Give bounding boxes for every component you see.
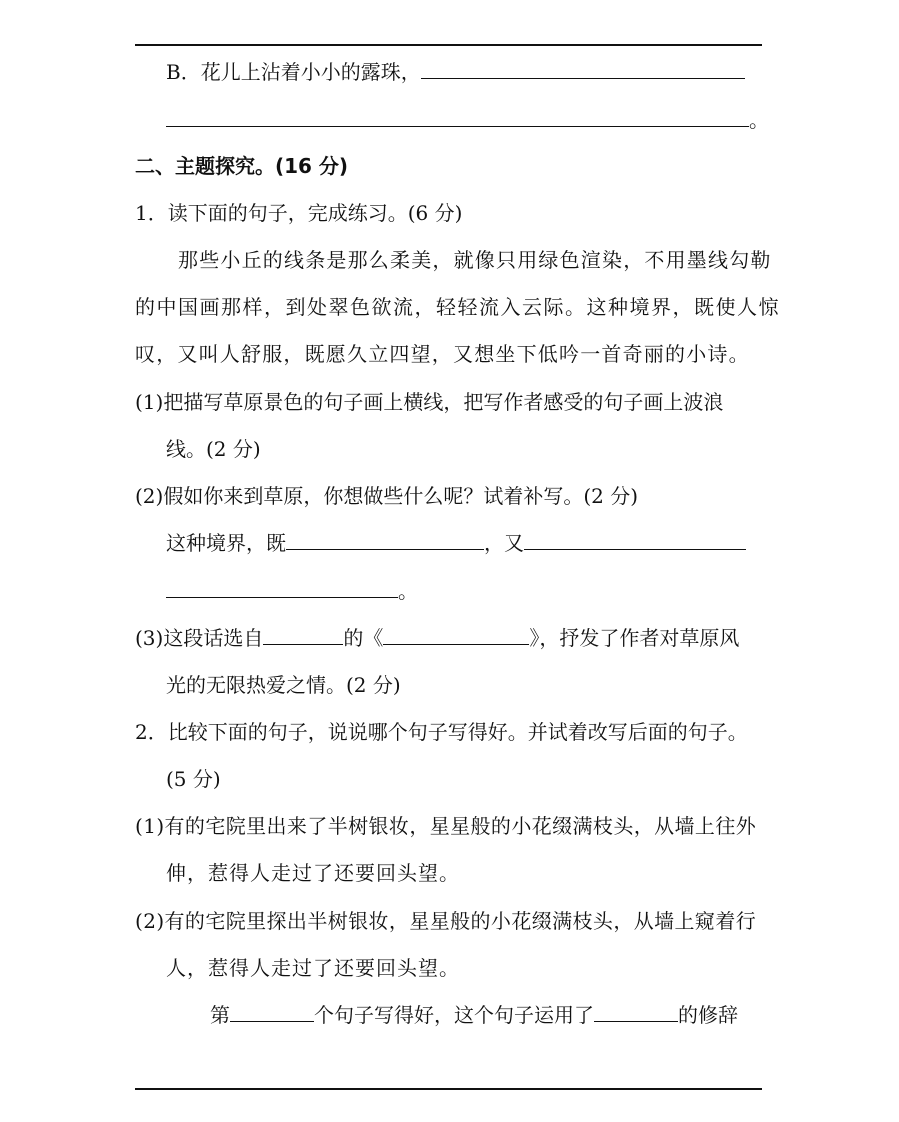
fill-text: ，又 [484,531,524,555]
item-b-line [166,58,745,86]
answer-blank[interactable] [263,624,343,645]
q-text: 》，抒发了作者对草原风 [529,626,740,650]
period: 。 [749,108,769,132]
fill-line-2 [166,577,418,605]
sentence-2-cont: 人，惹得人走过了还要回头望。 [166,956,460,980]
q-text: 的《 [343,626,384,650]
answer-text: 个句子写得好，这个句子运用了 [314,1003,594,1027]
answer-blank[interactable] [166,106,749,127]
bottom-rule [135,1088,762,1090]
answer-blank[interactable] [286,529,484,550]
question-2: 2．比较下面的句子，说说哪个句子写得好。并试着改写后面的句子。 [135,720,748,744]
item-b-text: B．花儿上沾着小小的露珠， [166,60,421,84]
period: 。 [398,579,418,603]
fill-line-1 [166,529,746,557]
question-1-1-cont: 线。(2 分) [166,437,261,461]
question-1: 1．读下面的句子，完成练习。(6 分) [135,201,463,225]
answer-blank[interactable] [230,1001,314,1022]
question-1-2: (2)假如你来到草原，你想做些什么呢？试着补写。(2 分) [135,484,639,508]
answer-blank[interactable] [421,58,745,79]
answer-blank[interactable] [594,1001,678,1022]
passage-line-2: 的中国画那样，到处翠色欲流，轻轻流入云际。这种境界，既使人惊 [135,295,780,319]
answer-text: 第 [210,1003,230,1027]
passage-line-1: 那些小丘的线条是那么柔美，就像只用绿色渲染，不用墨线勾勒 [178,248,772,272]
question-2-points: (5 分) [166,767,221,791]
sentence-2: (2)有的宅院里探出半树银妆，星星般的小花缀满枝头，从墙上窥着行 [135,909,757,933]
q-text: (3)这段话选自 [135,626,264,650]
fill-text: 这种境界，既 [166,531,286,555]
question-1-1: (1)把描写草原景色的句子画上横线，把写作者感受的句子画上波浪 [135,390,724,414]
section-2-heading: 二、主题探究。(16 分) [135,154,349,178]
answer-blank[interactable] [166,577,398,598]
sentence-1: (1)有的宅院里出来了半树银妆，星星般的小花缀满枝头，从墙上往外 [135,814,757,838]
question-1-3-cont: 光的无限热爱之情。(2 分) [166,673,401,697]
question-1-3 [135,624,739,652]
item-b-continuation [166,106,769,134]
answer-line [210,1001,738,1029]
sentence-1-cont: 伸，惹得人走过了还要回头望。 [166,861,460,885]
answer-text: 的修辞 [678,1003,738,1027]
answer-blank[interactable] [524,529,746,550]
passage-line-3: 叹，又叫人舒服，既愿久立四望，又想坐下低吟一首奇丽的小诗。 [135,342,750,366]
top-rule [135,44,762,46]
answer-blank[interactable] [383,624,529,645]
